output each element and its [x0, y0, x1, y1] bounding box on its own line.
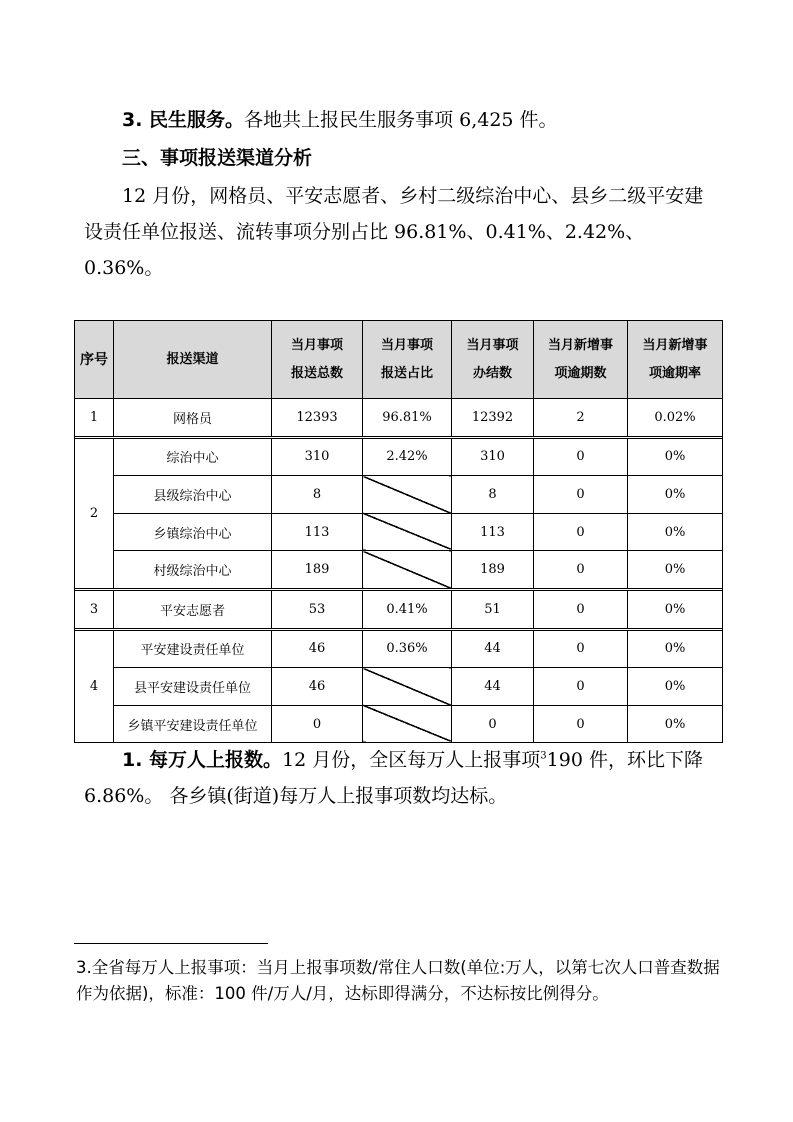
row-channel: 乡镇综治中心 — [114, 513, 272, 551]
row-total: 53 — [272, 590, 363, 628]
section-heading: 三、事项报送渠道分析 — [122, 147, 313, 169]
row-overdue: 2 — [534, 399, 628, 437]
row-done: 44 — [452, 668, 534, 706]
row-ratio-empty — [363, 551, 452, 589]
footnote: 3.全省每万人上报事项：当月上报事项数/常住人口数(单位:万人，以第七次人口普查数据作为依据)，标准：100 件/万人/月，达标即得满分，不达标按比例得分。 — [76, 958, 720, 1003]
row-channel: 村级综治中心 — [114, 551, 272, 589]
row-channel: 平安建设责任单位 — [114, 630, 272, 668]
table-row — [75, 668, 723, 706]
table-row — [75, 399, 723, 437]
row-seq: 3 — [75, 590, 114, 628]
row-total: 8 — [272, 476, 363, 514]
row-ratio: 96.81% — [363, 399, 452, 437]
row-done: 113 — [452, 513, 534, 551]
header-total: 当月事项 报送总数 — [272, 321, 363, 399]
per-capita-text-after: 190 件，环比下降 6.86%。 各乡镇(街道)每万人上报事项数均达标。 — [84, 749, 703, 807]
per-capita-text-before: 12 月份，全区每万人上报事项 — [282, 749, 541, 771]
row-overdue: 0 — [534, 438, 628, 476]
table-header-row — [75, 321, 723, 399]
row-channel: 综治中心 — [114, 438, 272, 476]
row-channel: 乡镇平安建设责任单位 — [114, 705, 272, 743]
row-ratio-empty — [363, 476, 452, 514]
section3-text: 各地共上报民生服务事项 6,425 件。 — [244, 109, 558, 131]
row-overdue: 0 — [534, 513, 628, 551]
row-total: 113 — [272, 513, 363, 551]
row-done: 44 — [452, 630, 534, 668]
row-done: 8 — [452, 476, 534, 514]
row-overdue-rate: 0% — [628, 668, 723, 706]
row-ratio-empty — [363, 705, 452, 743]
row-ratio-empty — [363, 668, 452, 706]
table-row — [75, 590, 723, 628]
row-overdue: 0 — [534, 705, 628, 743]
table-row — [75, 705, 723, 743]
table-row — [75, 551, 723, 589]
row-overdue-rate: 0% — [628, 630, 723, 668]
table-row — [75, 476, 723, 514]
row-overdue: 0 — [534, 551, 628, 589]
row-ratio: 0.41% — [363, 590, 452, 628]
row-done: 0 — [452, 705, 534, 743]
row-overdue: 0 — [534, 630, 628, 668]
row-total: 46 — [272, 668, 363, 706]
section3-paragraph — [84, 102, 720, 138]
row-overdue: 0 — [534, 668, 628, 706]
section3-label: 3. 民生服务。 — [122, 109, 245, 131]
header-ratio: 当月事项 报送占比 — [363, 321, 452, 399]
row-total: 0 — [272, 705, 363, 743]
row-seq: 2 — [75, 438, 114, 588]
row-seq: 4 — [75, 630, 114, 743]
table-row — [75, 630, 723, 668]
per-capita-label: 1. 每万人上报数。 — [122, 749, 283, 771]
per-capita-paragraph — [84, 742, 720, 814]
row-done: 310 — [452, 438, 534, 476]
row-total: 12393 — [272, 399, 363, 437]
row-ratio-empty — [363, 513, 452, 551]
row-overdue-rate: 0% — [628, 590, 723, 628]
row-channel: 县级综治中心 — [114, 476, 272, 514]
header-seq: 序号 — [75, 321, 114, 399]
row-seq: 1 — [75, 399, 114, 437]
header-channel: 报送渠道 — [114, 321, 272, 399]
footnote-divider — [74, 943, 268, 944]
row-channel: 平安志愿者 — [114, 590, 272, 628]
row-channel: 县平安建设责任单位 — [114, 668, 272, 706]
footnote-ref[interactable]: 3 — [540, 750, 547, 762]
row-total: 310 — [272, 438, 363, 476]
row-overdue-rate: 0% — [628, 705, 723, 743]
header-done: 当月事项 办结数 — [452, 321, 534, 399]
row-done: 189 — [452, 551, 534, 589]
table-row — [75, 438, 723, 476]
row-channel: 网格员 — [114, 399, 272, 437]
row-done: 51 — [452, 590, 534, 628]
row-overdue-rate: 0% — [628, 551, 723, 589]
row-overdue: 0 — [534, 476, 628, 514]
row-overdue-rate: 0.02% — [628, 399, 723, 437]
row-done: 12392 — [452, 399, 534, 437]
row-overdue: 0 — [534, 590, 628, 628]
channel-paragraph: 12 月份，网格员、平安志愿者、乡村二级综治中心、县乡二级平安建设责任单位报送、流转事项分别占比 96.81%、0.41%、2.42%、0.36%。 — [84, 185, 704, 279]
row-overdue-rate: 0% — [628, 476, 723, 514]
row-overdue-rate: 0% — [628, 513, 723, 551]
row-ratio: 0.36% — [363, 630, 452, 668]
channel-table — [74, 320, 723, 743]
header-overdue: 当月新增事 项逾期数 — [534, 321, 628, 399]
row-overdue-rate: 0% — [628, 438, 723, 476]
row-total: 189 — [272, 551, 363, 589]
row-ratio: 2.42% — [363, 438, 452, 476]
header-overdue-rate: 当月新增事 项逾期率 — [628, 321, 723, 399]
table-row — [75, 513, 723, 551]
row-total: 46 — [272, 630, 363, 668]
